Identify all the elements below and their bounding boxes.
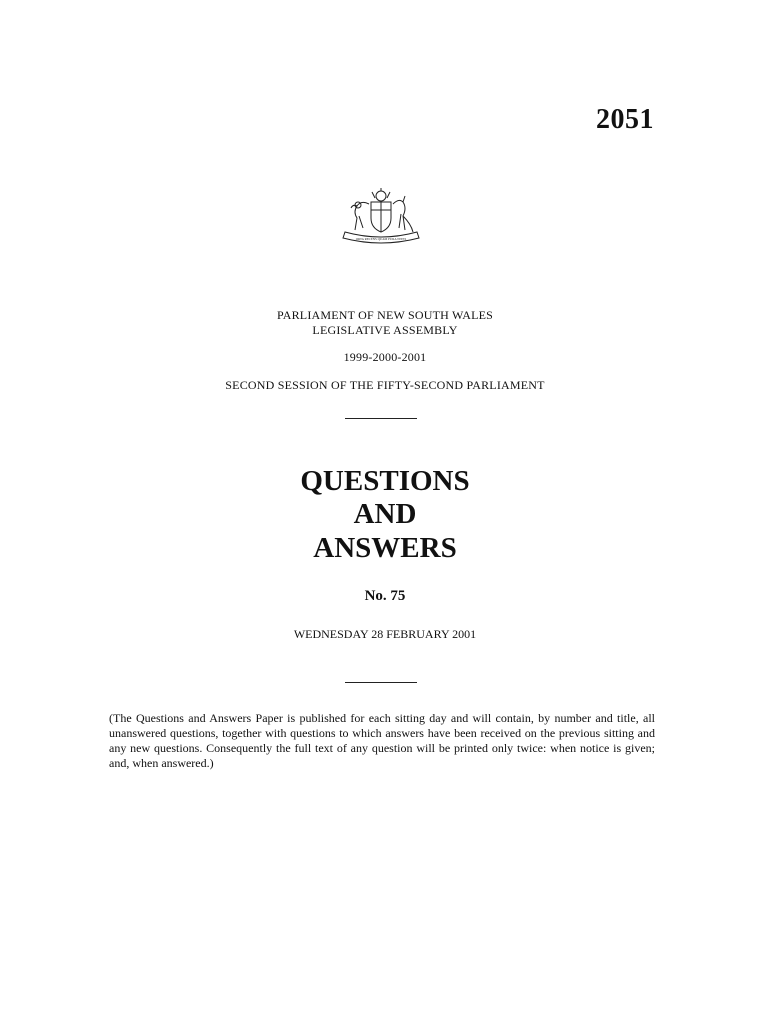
house-name: LEGISLATIVE ASSEMBLY	[312, 323, 458, 337]
session-name: SECOND SESSION OF THE FIFTY-SECOND PARLIAMENT	[225, 378, 545, 392]
page-number: 2051	[596, 104, 654, 135]
explanatory-note: (The Questions and Answers Paper is published for each sitting day and will contain, by number and title, all unanswered questions, together with questions to which answers have been received on the previous sitting and any new questions. Consequently the full text of any question will be printed only twice: when notice is given; and, when answered.)	[109, 711, 655, 770]
crest-motto: ORTA RECENS QUAM PURA NITES	[355, 237, 407, 241]
divider-rule	[345, 682, 417, 683]
issue-number: No. 75	[364, 588, 406, 604]
divider-rule	[345, 418, 417, 419]
document-title-line-3: ANSWERS	[313, 532, 457, 564]
document-title-line-1: QUESTIONS	[300, 465, 470, 497]
parliament-years: 1999-2000-2001	[343, 350, 427, 364]
nsw-coat-of-arms-icon	[339, 188, 423, 248]
issue-date: WEDNESDAY 28 FEBRUARY 2001	[293, 627, 477, 641]
document-title-line-2: AND	[353, 498, 417, 530]
parliament-name: PARLIAMENT OF NEW SOUTH WALES	[276, 308, 494, 322]
